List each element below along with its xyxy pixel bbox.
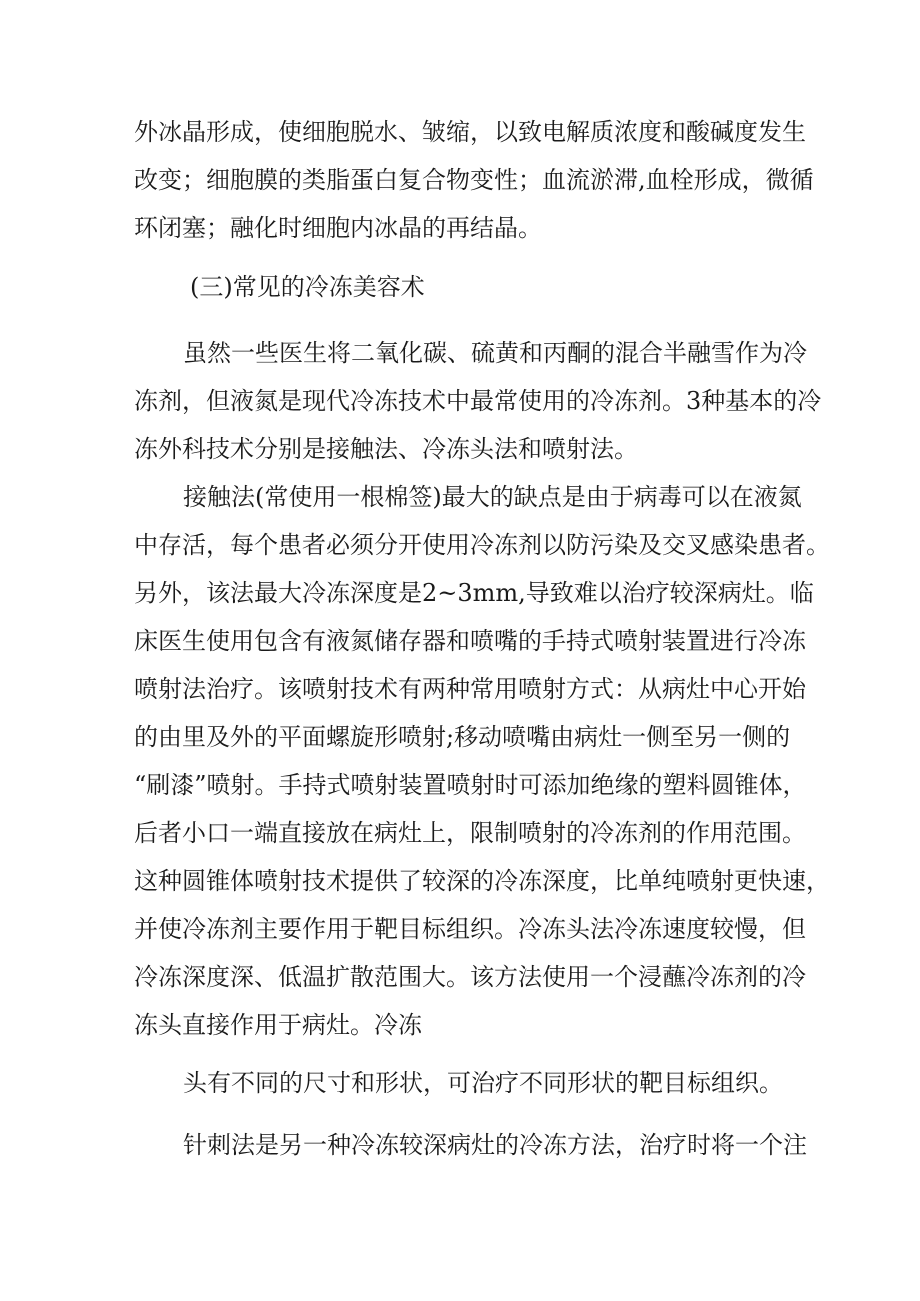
text-line-18: 冷冻深度深、低温扩散范围大。该方法使用一个浸蘸冷冻剂的冷: [134, 963, 806, 991]
text-line-5: 虽然一些医生将二氧化碳、硫黄和丙酮的混合半融雪作为冷: [183, 339, 807, 367]
text-line-14: “刷漆”喷射。手持式喷射装置喷射时可添加绝缘的塑料圆锥体，: [134, 771, 807, 799]
section-heading: (三)常见的冷冻美容术: [190, 273, 425, 301]
text-line-7: 冻外科技术分别是接触法、冷冻头法和喷射法。: [134, 435, 638, 463]
text-line-2: 改变；细胞膜的类脂蛋白复合物变性；血流淤滞,血栓形成，微循: [134, 166, 814, 194]
text-line-19: 冻头直接作用于病灶。冷冻: [134, 1011, 422, 1039]
text-line-13: 的由里及外的平面螺旋形喷射;移动喷嘴由病灶一侧至另一侧的: [134, 723, 791, 751]
text-line-6: 冻剂，但液氮是现代冷冻技术中最常使用的冷冻剂。3种基本的冷: [134, 387, 822, 415]
text-line-15: 后者小口一端直接放在病灶上，限制喷射的冷冻剂的作用范围。: [134, 819, 806, 847]
text-line-12: 喷射法治疗。该喷射技术有两种常用喷射方式：从病灶中心开始: [134, 675, 806, 703]
text-line-11: 床医生使用包含有液氮储存器和喷嘴的手持式喷射装置进行冷冻: [134, 627, 806, 655]
text-line-10: 另外，该法最大冷冻深度是2~3mm,导致难以治疗较深病灶。临: [134, 579, 814, 607]
text-line-17: 并使冷冻剂主要作用于靶目标组织。冷冻头法冷冻速度较慢，但: [134, 915, 806, 943]
text-line-8: 接触法(常使用一根棉签)最大的缺点是由于病毒可以在液氮: [183, 483, 802, 511]
text-line-16: 这种圆锥体喷射技术提供了较深的冷冻深度，比单纯喷射更快速，: [134, 867, 830, 895]
text-line-9: 中存活，每个患者必须分开使用冷冻剂以防污染及交叉感染患者。: [134, 531, 830, 559]
text-line-20: 头有不同的尺寸和形状，可治疗不同形状的靶目标组织。: [183, 1069, 783, 1097]
text-line-3: 环闭塞；融化时细胞内冰晶的再结晶。: [134, 214, 542, 242]
text-line-1: 外冰晶形成，使细胞脱水、皱缩，以致电解质浓度和酸碱度发生: [134, 118, 806, 146]
text-line-21: 针刺法是另一种冷冻较深病灶的冷冻方法，治疗时将一个注: [183, 1131, 807, 1159]
